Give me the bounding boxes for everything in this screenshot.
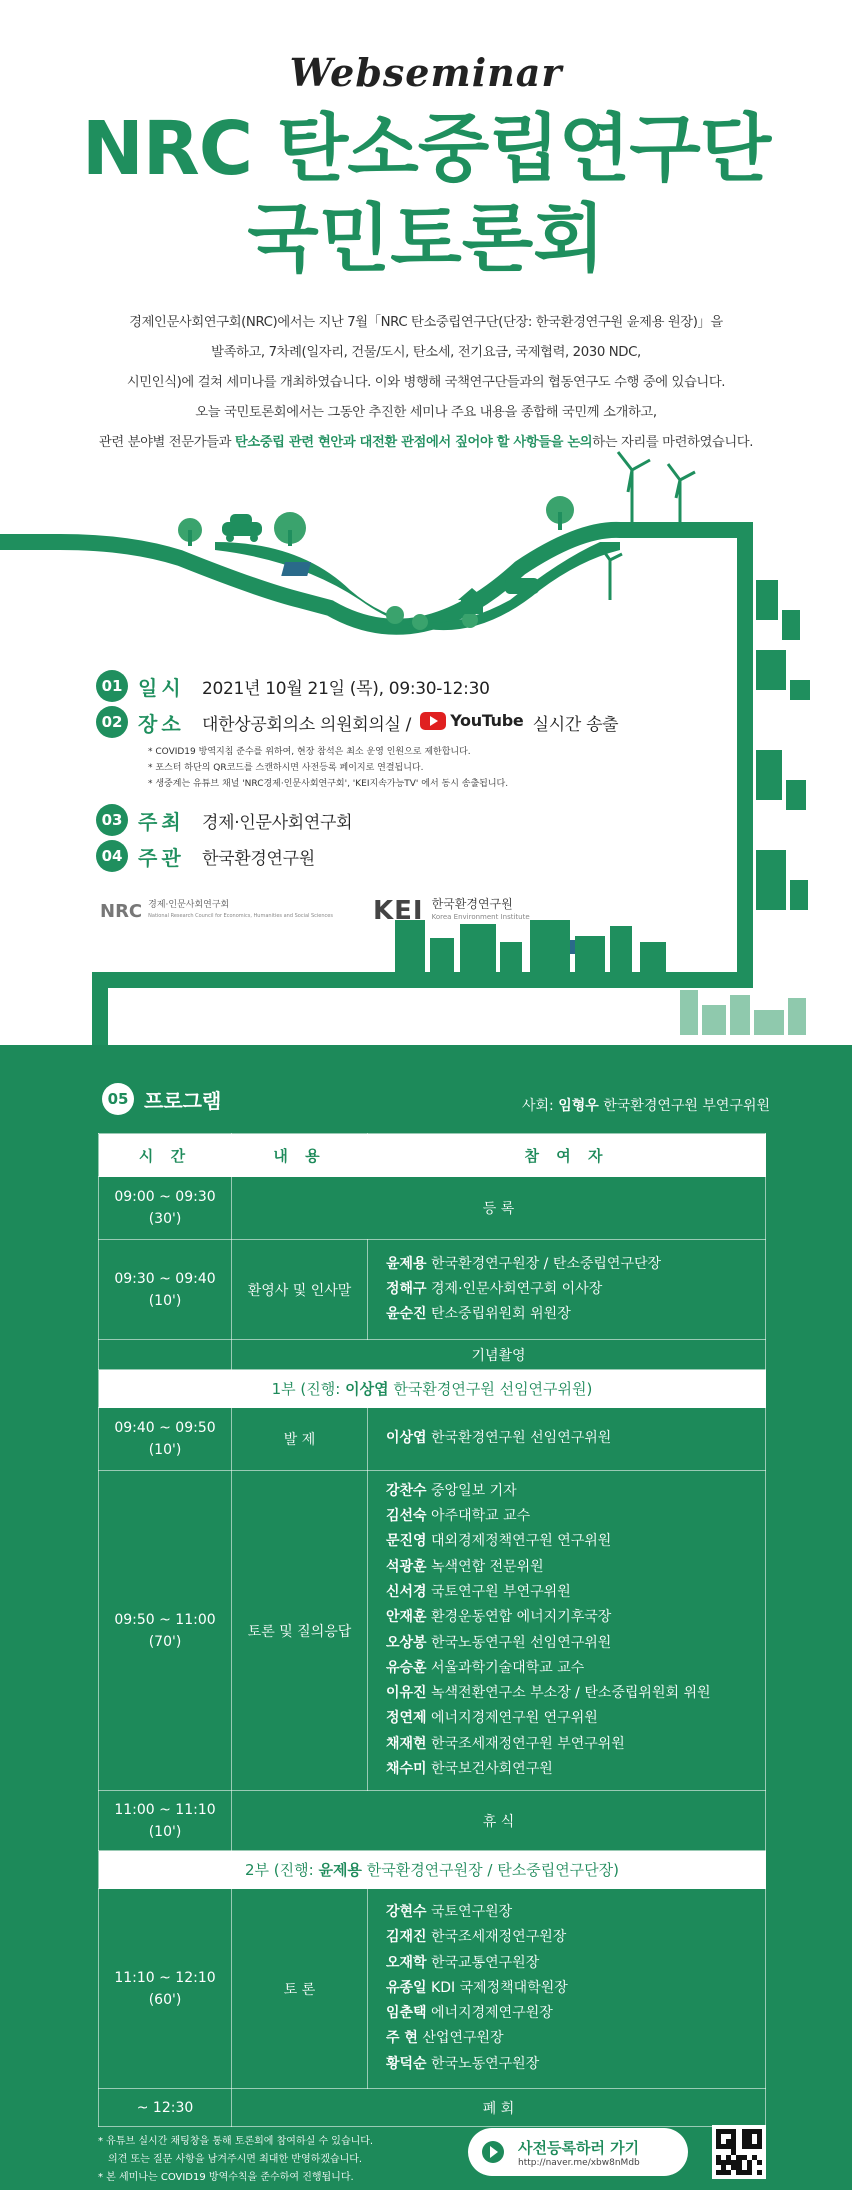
place-value bbox=[202, 710, 618, 735]
qr-module bbox=[757, 2170, 762, 2175]
participant-name: 이유진 bbox=[386, 1685, 427, 1702]
participant bbox=[386, 1529, 765, 1554]
participant bbox=[386, 1580, 765, 1605]
participant-name: 유승훈 bbox=[386, 1659, 427, 1676]
number-badge: 02 bbox=[96, 706, 128, 738]
table-row bbox=[99, 1791, 766, 1851]
duration: (70') bbox=[148, 1633, 182, 1650]
footer-note: * 유튜브 실시간 채팅창을 통해 토론회에 참여하실 수 있습니다. bbox=[98, 2136, 374, 2147]
intro-highlight: 탄소중립 관련 현안과 대전환 관점에서 짚어야 할 사항들을 논의 bbox=[234, 435, 593, 450]
participant bbox=[386, 1302, 765, 1327]
kei-logo bbox=[373, 896, 530, 926]
time-cell bbox=[99, 1408, 232, 1471]
empty-cell bbox=[99, 1340, 232, 1370]
time-range: 09:00 ~ 09:30 bbox=[114, 1189, 216, 1205]
number-badge: 04 bbox=[96, 840, 128, 872]
program-table bbox=[98, 1133, 766, 2127]
participant bbox=[386, 1925, 765, 1950]
table-row bbox=[99, 1408, 766, 1471]
intro-line: 시민인식)에 걸쳐 세미나를 개최하였습니다. 이와 병행해 국책연구단들과의 협동연구도 수행 중에 있습니다. bbox=[126, 375, 726, 390]
participant-role: 한국환경연구원장 / 탄소중립연구단장 bbox=[431, 1255, 662, 1272]
note-line: * 포스터 하단의 QR코드를 스캔하시면 사전등록 페이지로 연결됩니다. bbox=[148, 763, 424, 773]
participant-role: 녹색전환연구소 부소장 / 탄소중립위원회 위원 bbox=[431, 1685, 711, 1702]
time-cell: ~ 12:30 bbox=[99, 2089, 232, 2127]
section-moderator: 윤제용 bbox=[318, 1861, 362, 1879]
time-cell bbox=[99, 1471, 232, 1791]
participant-name: 황덕순 bbox=[386, 2055, 427, 2072]
participant-name: 문진영 bbox=[386, 1533, 427, 1550]
number-badge: 03 bbox=[96, 804, 128, 836]
footer-note: * 본 세미나는 COVID19 방역수칙을 준수하여 진행됩니다. bbox=[98, 2172, 354, 2183]
table-row bbox=[99, 1340, 766, 1370]
time-range: 09:50 ~ 11:00 bbox=[114, 1611, 216, 1628]
event-info bbox=[96, 668, 736, 926]
duration: (10') bbox=[148, 1823, 182, 1840]
program-heading bbox=[102, 1083, 221, 1115]
table-row bbox=[99, 1240, 766, 1340]
page-title: NRC 탄소중립연구단 bbox=[81, 106, 771, 192]
participant-role: KDI 국제정책대학원장 bbox=[431, 1979, 568, 1996]
stream-text: 실시간 송출 bbox=[532, 714, 619, 735]
participants-cell bbox=[368, 1889, 766, 2089]
register-url: http://naver.me/xbw8nMdb bbox=[518, 2157, 640, 2168]
content-cell: 폐 회 bbox=[232, 2089, 766, 2127]
participant-role: 한국조세재정연구원장 bbox=[431, 1929, 567, 1946]
intro-line: 경제인문사회연구회(NRC)에서는 지난 7월「NRC 탄소중립연구단(단장: 한국환경연구원 윤제용 원장)」을 bbox=[129, 315, 723, 330]
participant-name: 채재현 bbox=[386, 1735, 427, 1752]
note-line: * 생중계는 유튜브 채널 'NRC경제·인문사회연구회', 'KEI지속가능TV' 에서 동시 송출됩니다. bbox=[148, 779, 509, 789]
column-header-content: 내 용 bbox=[232, 1134, 368, 1177]
participant-role: 환경운동연합 에너지기후국장 bbox=[431, 1609, 612, 1626]
participant bbox=[386, 1976, 765, 2001]
participants-cell bbox=[368, 1240, 766, 1340]
register-text bbox=[518, 2137, 640, 2168]
participant-role: 대외경제정책연구원 연구위원 bbox=[431, 1533, 612, 1550]
info-host bbox=[96, 802, 736, 838]
participant bbox=[386, 1631, 765, 1656]
intro-text-part: 하는 자리를 마련하였습니다. bbox=[592, 435, 754, 450]
top-section bbox=[0, 0, 852, 1045]
participant-role: 한국조세재정연구원 부연구위원 bbox=[431, 1735, 625, 1752]
participant-name: 강찬수 bbox=[386, 1482, 427, 1499]
info-label: 장소 bbox=[138, 711, 185, 736]
time-cell bbox=[99, 1177, 232, 1240]
moderator bbox=[522, 1095, 770, 1115]
footer-notes bbox=[98, 2133, 373, 2187]
participant bbox=[386, 2001, 765, 2026]
participant-name: 정해구 bbox=[386, 1280, 427, 1297]
time-range: 11:10 ~ 12:10 bbox=[114, 1969, 216, 1986]
participant-role: 국토연구원장 bbox=[431, 1903, 513, 1920]
participant bbox=[386, 1504, 765, 1529]
participant-name: 김선숙 bbox=[386, 1508, 427, 1525]
footer-note: 의견 또는 질문 사항을 남겨주시면 최대한 반영하겠습니다. bbox=[108, 2154, 363, 2165]
participant bbox=[386, 2052, 765, 2077]
participant-name: 신서경 bbox=[386, 1583, 427, 1600]
time-cell bbox=[99, 1791, 232, 1851]
participant-name: 윤제용 bbox=[386, 1255, 427, 1272]
participant-name: 주 현 bbox=[386, 2030, 418, 2047]
participant-name: 안재훈 bbox=[386, 1609, 427, 1626]
participant-role: 한국교통연구원장 bbox=[431, 1954, 540, 1971]
kei-logo-mark: KEI bbox=[372, 896, 424, 926]
participant-name: 정연제 bbox=[386, 1710, 427, 1727]
column-header-participants: 참 여 자 bbox=[368, 1134, 766, 1177]
participant-name: 강현수 bbox=[386, 1903, 427, 1920]
time-range: 09:40 ~ 09:50 bbox=[114, 1420, 216, 1436]
participant-role: 한국보건사회연구원 bbox=[431, 1760, 553, 1777]
table-row bbox=[99, 2089, 766, 2127]
info-label: 주최 bbox=[138, 809, 185, 834]
participant-role: 서울과학기술대학교 교수 bbox=[431, 1659, 585, 1676]
participant bbox=[386, 1900, 765, 1925]
light-city-icon bbox=[680, 990, 806, 1035]
participant-name: 채수미 bbox=[386, 1760, 427, 1777]
register-label: 사전등록하러 가기 bbox=[518, 2138, 640, 2157]
section-title bbox=[99, 1851, 766, 1889]
play-icon bbox=[482, 2141, 504, 2163]
participant-role: 에너지경제연구원 연구위원 bbox=[431, 1710, 598, 1727]
content-cell: 환영사 및 인사말 bbox=[232, 1240, 368, 1340]
kei-logo-text bbox=[432, 898, 530, 924]
nrc-name: 경제·인문사회연구회 bbox=[148, 900, 230, 910]
participant-role: 에너지경제연구원장 bbox=[431, 2005, 553, 2022]
time-range: 11:00 ~ 11:10 bbox=[114, 1801, 216, 1818]
participant bbox=[386, 2026, 765, 2051]
number-badge: 01 bbox=[96, 670, 128, 702]
content-cell: 등 록 bbox=[232, 1177, 766, 1240]
youtube-icon bbox=[420, 712, 446, 730]
table-row bbox=[99, 1471, 766, 1791]
youtube-label: YouTube bbox=[450, 711, 524, 730]
duration: (10') bbox=[148, 1292, 182, 1309]
content-cell: 기념촬영 bbox=[232, 1340, 766, 1370]
car-icon bbox=[222, 514, 262, 542]
participant bbox=[386, 1426, 765, 1451]
participant-role: 중앙일보 기자 bbox=[431, 1482, 517, 1499]
intro-line: 발족하고, 7차례(일자리, 건물/도시, 탄소세, 전기요금, 국제협력, 2030 NDC, bbox=[211, 345, 641, 360]
section-org: 한국환경연구원장 / 탄소중립연구단장) bbox=[366, 1861, 620, 1879]
intro-text bbox=[60, 308, 792, 458]
table-row bbox=[99, 1177, 766, 1240]
moderator-org: 한국환경연구원 부연구위원 bbox=[603, 1098, 770, 1114]
time-range: 09:30 ~ 09:40 bbox=[114, 1270, 216, 1287]
content-cell: 토 론 bbox=[232, 1889, 368, 2089]
bottom-buildings-icon bbox=[395, 920, 666, 972]
time-cell bbox=[99, 1889, 232, 2089]
participant-role: 녹색연합 전문위원 bbox=[431, 1558, 544, 1575]
info-label: 주관 bbox=[138, 845, 185, 870]
youtube-link[interactable] bbox=[420, 711, 523, 730]
participant bbox=[386, 1479, 765, 1504]
section-title bbox=[99, 1370, 766, 1408]
participant-role: 한국환경연구원 선임연구위원 bbox=[431, 1430, 612, 1447]
participant bbox=[386, 1706, 765, 1731]
city-buildings-icon bbox=[756, 580, 810, 910]
table-row bbox=[99, 1889, 766, 2089]
participant bbox=[386, 1681, 765, 1706]
register-button[interactable] bbox=[468, 2128, 688, 2176]
moderator-prefix: 사회: bbox=[522, 1098, 554, 1114]
participant-name: 윤순진 bbox=[386, 1306, 427, 1323]
qr-pattern bbox=[716, 2129, 762, 2175]
program-section bbox=[0, 1045, 852, 2190]
column-header-time: 시 간 bbox=[99, 1134, 232, 1177]
nrc-english-name: National Research Council for Economics, Humanities and Social Sciences bbox=[148, 913, 333, 919]
participant-role: 한국노동연구원 선임연구위원 bbox=[431, 1634, 612, 1651]
webseminar-kicker: Webseminar bbox=[289, 50, 563, 95]
nrc-logo-mark: NRC bbox=[100, 900, 143, 922]
duration: (30') bbox=[148, 1211, 182, 1227]
organizer-value: 한국환경연구원 bbox=[202, 848, 315, 869]
participant bbox=[386, 1656, 765, 1681]
info-date bbox=[96, 668, 736, 704]
info-notes bbox=[148, 744, 736, 792]
participant bbox=[386, 1757, 765, 1782]
moderator-name: 임형우 bbox=[558, 1098, 599, 1114]
participant bbox=[386, 1605, 765, 1630]
qr-code-icon[interactable] bbox=[712, 2125, 766, 2179]
participant bbox=[386, 1277, 765, 1302]
kei-english-name: Korea Environment Institute bbox=[431, 913, 530, 921]
participant bbox=[386, 1732, 765, 1757]
participant-role: 아주대학교 교수 bbox=[431, 1508, 531, 1525]
participant-name: 김재진 bbox=[386, 1929, 427, 1946]
table-header-row bbox=[99, 1134, 766, 1177]
host-value: 경제·인문사회연구회 bbox=[202, 812, 353, 833]
time-cell bbox=[99, 1240, 232, 1340]
participant-name: 이상엽 bbox=[386, 1430, 427, 1447]
section-org: 한국환경연구원 선임연구위원) bbox=[393, 1380, 593, 1398]
section-prefix: 2부 (진행: bbox=[244, 1861, 314, 1879]
section-row bbox=[99, 1370, 766, 1408]
nrc-logo-text bbox=[148, 900, 333, 922]
participants-cell bbox=[368, 1408, 766, 1471]
participant-name: 석광훈 bbox=[386, 1558, 427, 1575]
participant-role: 한국노동연구원장 bbox=[431, 2055, 540, 2072]
participant-name: 임춘택 bbox=[386, 2005, 427, 2022]
participant bbox=[386, 1951, 765, 1976]
nrc-logo bbox=[100, 900, 333, 922]
number-badge: 05 bbox=[102, 1083, 134, 1115]
program-title: 프로그램 bbox=[144, 1088, 222, 1113]
participant-name: 오상봉 bbox=[386, 1634, 427, 1651]
participant-name: 유종일 bbox=[386, 1979, 427, 1996]
info-label: 일시 bbox=[138, 675, 185, 700]
content-cell: 휴 식 bbox=[232, 1791, 766, 1851]
participants-cell bbox=[368, 1471, 766, 1791]
duration: (60') bbox=[148, 1991, 182, 2008]
section-row bbox=[99, 1851, 766, 1889]
kei-name: 한국환경연구원 bbox=[431, 897, 513, 911]
sponsor-logos bbox=[100, 896, 736, 926]
intro-text-part: 관련 분야별 전문가들과 bbox=[98, 435, 232, 450]
page-subtitle: 국민토론회 bbox=[247, 196, 605, 282]
participant bbox=[386, 1252, 765, 1277]
info-place bbox=[96, 704, 736, 740]
content-cell: 토론 및 질의응답 bbox=[232, 1471, 368, 1791]
date-value: 2021년 10월 21일 (목), 09:30-12:30 bbox=[202, 678, 490, 699]
section-moderator: 이상엽 bbox=[345, 1380, 389, 1398]
section-prefix: 1부 (진행: bbox=[271, 1380, 341, 1398]
note-line: * COVID19 방역지침 준수를 위하여, 현장 참석은 최소 운영 인원으로 제한합니다. bbox=[148, 747, 471, 757]
participant bbox=[386, 1555, 765, 1580]
participant-name: 오재학 bbox=[386, 1954, 427, 1971]
participant-role: 경제·인문사회연구회 이사장 bbox=[431, 1280, 603, 1297]
venue-text: 대한상공회의소 의원회의실 / bbox=[202, 714, 412, 735]
content-cell: 발 제 bbox=[232, 1408, 368, 1471]
participant-role: 산업연구원장 bbox=[422, 2030, 504, 2047]
duration: (10') bbox=[148, 1442, 182, 1458]
participant-role: 국토연구원 부연구위원 bbox=[431, 1583, 571, 1600]
info-organizer bbox=[96, 838, 736, 874]
intro-line: 오늘 국민토론회에서는 그동안 추진한 세미나 주요 내용을 종합해 국민께 소개하고, bbox=[195, 405, 657, 420]
participant-role: 탄소중립위원회 위원장 bbox=[431, 1306, 571, 1323]
